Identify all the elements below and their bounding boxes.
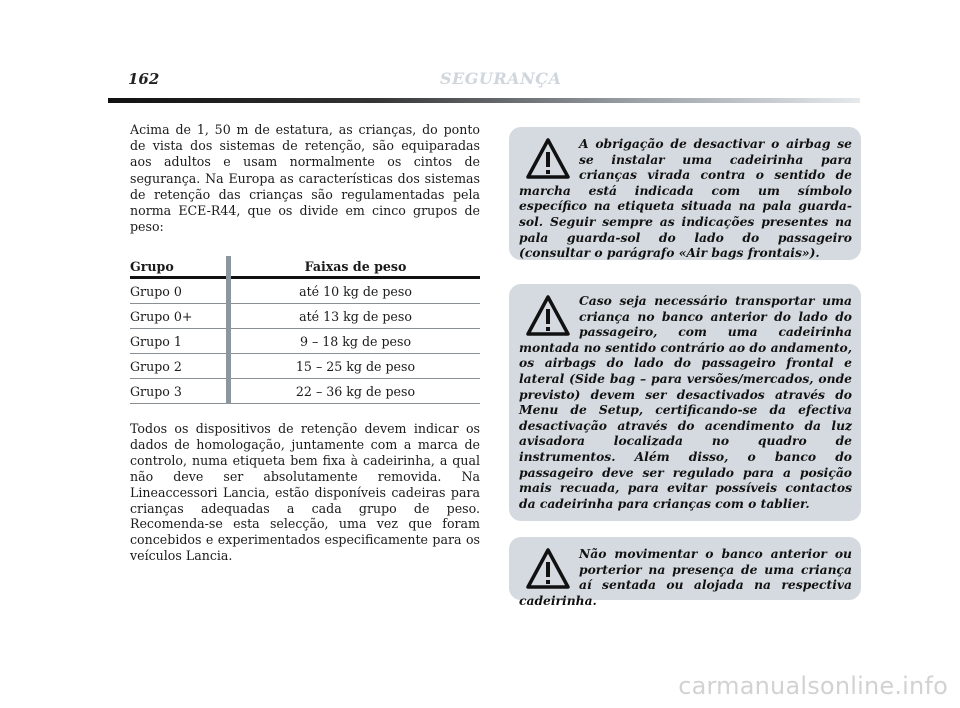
weight-group-table: [130, 256, 480, 404]
warning-triangle-icon: [525, 293, 571, 339]
warning-text: A obrigação de desactivar o airbag se se instalar uma cadeirinha para crianças virada contra o sentido de marcha está indicada com um símbolo específico na etiqueta situada na pala guarda-sol. Seguir sempre as indicações presentes na pala guarda-sol do lado do passageiro (consultar o parágrafo «Air bags frontais»).: [519, 136, 852, 261]
table-row: [130, 354, 480, 379]
range-cell: 9 – 18 kg de peso: [231, 329, 480, 354]
page-number: 162: [128, 70, 160, 88]
group-cell: Grupo 0: [130, 278, 226, 304]
group-cell: Grupo 2: [130, 354, 226, 379]
closing-paragraph: Todos os dispositivos de retenção devem indicar os dados de homologação, juntamente com a marca de controlo, numa etiqueta bem fixa à cadeirinha, a qual não deve ser absolutamente removida. Na Lineaccessori Lancia, estão disponíveis cadeiras para crianças adequadas a cada grupo de peso. Recomenda-se esta selecção, uma vez que foram concebidos e experimentados especificamente para os veículos Lancia.: [130, 421, 480, 564]
header-rule: [108, 98, 860, 103]
group-cell: Grupo 3: [130, 379, 226, 404]
column-header-group: Grupo: [130, 256, 226, 278]
range-cell: até 10 kg de peso: [231, 278, 480, 304]
warning-box-seat-adjust: [509, 537, 861, 608]
warning-text: Caso seja necessário transportar uma criança no banco anterior do lado do passageiro, com uma cadeirinha montada no sentido contrário ao do andamento, os airbags do lado do passageiro frontal e lateral (Side bag – para versões/mercados, onde previsto) devem ser desactivados através do Menu de Setup, certificando-se da efectiva desactivação através do acendimento da luz avisadora localizada no quadro de instrumentos. Além disso, o banco do passageiro deve ser regulado para a posição mais recuada, para evitar possíveis contactos da cadeirinha para crianças com o tablier.: [519, 293, 852, 511]
warning-triangle-icon: [525, 546, 571, 592]
group-cell: Grupo 1: [130, 329, 226, 354]
table-row: [130, 329, 480, 354]
warning-box-front-seat: [509, 284, 861, 521]
intro-paragraph: [130, 122, 480, 235]
table-row: [130, 278, 480, 304]
range-cell: 15 – 25 kg de peso: [231, 354, 480, 379]
range-cell: 22 – 36 kg de peso: [231, 379, 480, 404]
warning-triangle-icon: [525, 136, 571, 182]
group-cell: Grupo 0+: [130, 304, 226, 329]
table-header-row: [130, 256, 480, 278]
section-title: SEGURANÇA: [440, 69, 562, 88]
table-row: [130, 304, 480, 329]
table-row: [130, 379, 480, 404]
watermark: carmanualsonline.info: [678, 672, 948, 700]
intro-text: Acima de 1, 50 m de estatura, as crianças, do ponto de vista dos sistemas de retenção, são equiparadas aos adultos e usam normalmente os cintos de segurança. Na Europa as características dos sistemas de retenção das crianças são regulamentadas pela norma ECE-R44, que os divide em cinco grupos de peso:: [130, 122, 480, 235]
column-header-range: Faixas de peso: [231, 256, 480, 278]
range-cell: até 13 kg de peso: [231, 304, 480, 329]
warning-box-airbag-label: [509, 127, 861, 260]
warning-text: Não movimentar o banco anterior ou porterior na presença de uma criança aí sentada ou alojada na respectiva cadeirinha.: [519, 546, 852, 608]
